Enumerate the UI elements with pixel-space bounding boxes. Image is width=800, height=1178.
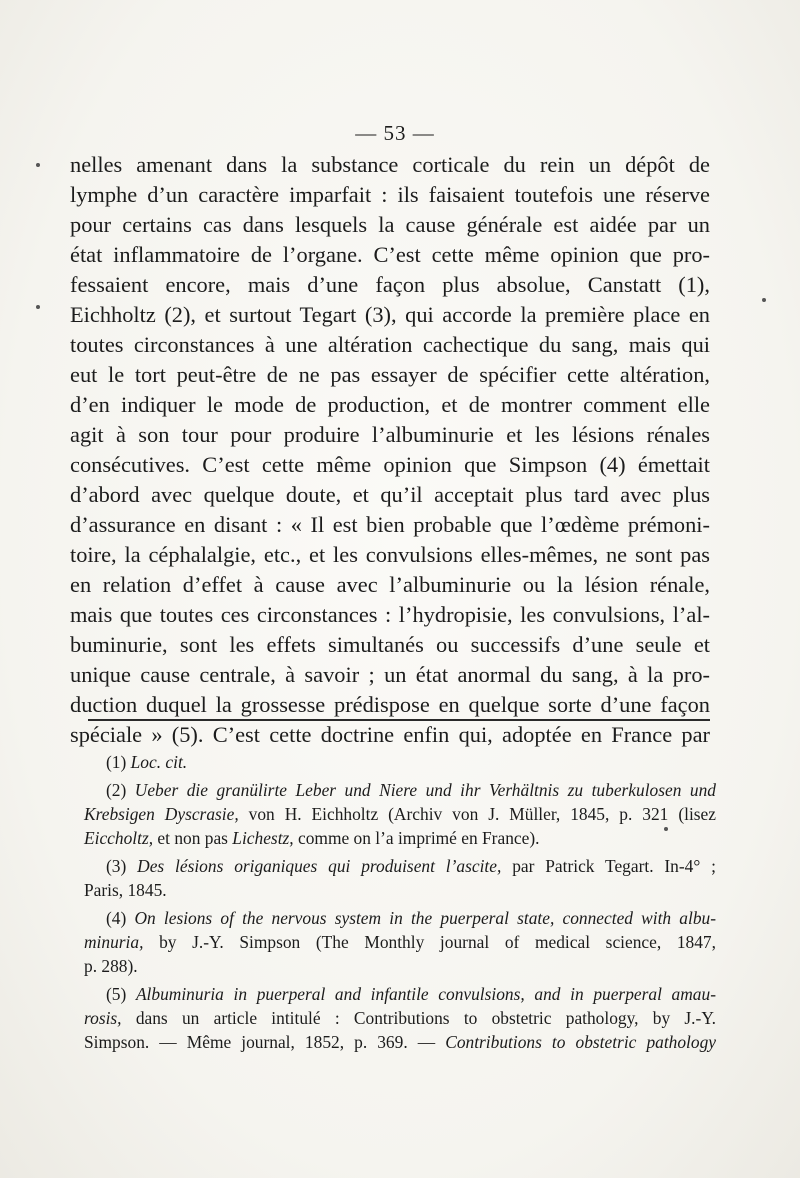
body-line: duction duquel la grossesse prédispose en quelque sorte d’une façon xyxy=(70,692,710,717)
body-line: état inflammatoire de l’organe. C’est cette même opinion que pro- xyxy=(70,242,710,267)
footnote-text: von H. Eichholtz (Archiv von J. Müller, 1845, p. 321 (lisez xyxy=(248,804,716,824)
body-line: spéciale » (5). C’est cette doctrine enfin qui, adoptée en France par xyxy=(70,722,710,747)
footnote-text: by J.-Y. Simpson (The Monthly journal of medical science, 1847, xyxy=(159,932,716,952)
page-number: — 53 — xyxy=(355,121,435,145)
footnote-text: dans un article intitulé : Contributions to obstetric pathology, by J.-Y. xyxy=(135,1008,716,1028)
body-line: d’assurance en disant : « Il est bien probable que l’œdème prémoni- xyxy=(70,512,710,537)
footnote-wrong-name: Lichestz, xyxy=(232,828,294,848)
footnote-number: (2) xyxy=(106,780,127,800)
scan-speck xyxy=(36,163,40,167)
body-line: toire, la céphalalgie, etc., et les convulsions elles-mêmes, ne sont pas xyxy=(70,542,710,567)
body-line: lymphe d’un caractère imparfait : ils faisaient toutefois une réserve xyxy=(70,182,710,207)
footnote-number: (5) xyxy=(106,984,127,1004)
body-line: eut le tort peut-être de ne pas essayer de spécifier cette altération, xyxy=(70,362,710,387)
body-line: fessaient encore, mais d’une façon plus absolue, Canstatt (1), xyxy=(70,272,710,297)
footnote-text: et non pas xyxy=(157,828,228,848)
footnote-number: (3) xyxy=(106,856,127,876)
footnote-text: comme on l’a imprimé en France). xyxy=(298,828,540,848)
footnote-title: Loc. cit. xyxy=(130,752,188,772)
footnote-2-line xyxy=(84,826,716,850)
body-line: pour certains cas dans lesquels la cause générale est aidée par un xyxy=(70,212,710,237)
footnote-4 xyxy=(84,906,716,930)
body-line: Eichholtz (2), et surtout Tegart (3), qui accorde la première place en xyxy=(70,302,710,327)
footnote-2 xyxy=(84,778,716,802)
body-line: en relation d’effet à cause avec l’albuminurie ou la lésion rénale, xyxy=(70,572,710,597)
body-line: toutes circonstances à une altération cachectique du sang, mais qui xyxy=(70,332,710,357)
footnote-3 xyxy=(84,854,716,878)
body-line: d’abord avec quelque doute, et qu’il acceptait plus tard avec plus xyxy=(70,482,710,507)
body-line: consécutives. C’est cette même opinion que Simpson (4) émettait xyxy=(70,452,710,477)
footnote-title: Des lésions origaniques qui produisent l’ascite, xyxy=(137,856,502,876)
scan-speck xyxy=(36,305,40,309)
body-line: agit à son tour pour produire l’albuminurie et les lésions rénales xyxy=(70,422,710,447)
footnote-alt-name: Eiccholtz, xyxy=(84,828,154,848)
footnote-number: (1) xyxy=(106,752,127,772)
footnote-number: (4) xyxy=(106,908,127,928)
footnotes xyxy=(84,750,716,1054)
body-paragraph xyxy=(70,150,710,750)
footnote-text: Simpson. — Même journal, 1852, p. 369. — xyxy=(84,1032,436,1052)
body-line: mais que toutes ces circonstances : l’hydropisie, les convulsions, l’al- xyxy=(70,602,710,627)
footnote-title: On lesions of the nervous system in the puerperal state, connected with albu- xyxy=(134,908,716,928)
footnote-separator-rule xyxy=(88,719,710,721)
footnote-text: par Patrick Tegart. In-4° ; xyxy=(512,856,716,876)
footnote-italic-text: Contributions to obstetric pathology xyxy=(445,1032,716,1052)
body-line: nelles amenant dans la substance corticale du rein un dépôt de xyxy=(70,152,710,177)
footnote-title-cont: minuria, xyxy=(84,932,144,952)
scan-speck xyxy=(664,827,668,831)
footnote-title: Ueber die granülirte Leber und Niere und ihr Verhältnis zu tuberkulosen und xyxy=(134,780,716,800)
body-line: unique cause centrale, à savoir ; un état anormal du sang, à la pro- xyxy=(70,662,710,687)
footnote-title: Albuminuria in puerperal and infantile convulsions, and in puerperal amau- xyxy=(135,984,716,1004)
footnote-5 xyxy=(84,982,716,1006)
body-line: buminurie, sont les effets simultanés ou successifs d’une seule et xyxy=(70,632,710,657)
footnote-4-line xyxy=(84,930,716,954)
footnote-title-cont: rosis, xyxy=(84,1008,122,1028)
footnote-5-line xyxy=(84,1006,716,1030)
footnote-5-line xyxy=(84,1030,716,1054)
footnote-2-line xyxy=(84,802,716,826)
footnote-4-line: p. 288). xyxy=(84,956,138,976)
scan-speck xyxy=(762,298,766,302)
footnote-1 xyxy=(84,750,716,774)
footnote-3-line: Paris, 1845. xyxy=(84,880,167,900)
body-line: d’en indiquer le mode de production, et de montrer comment elle xyxy=(70,392,710,417)
footnote-title-cont: Krebsigen Dyscrasie, xyxy=(84,804,239,824)
